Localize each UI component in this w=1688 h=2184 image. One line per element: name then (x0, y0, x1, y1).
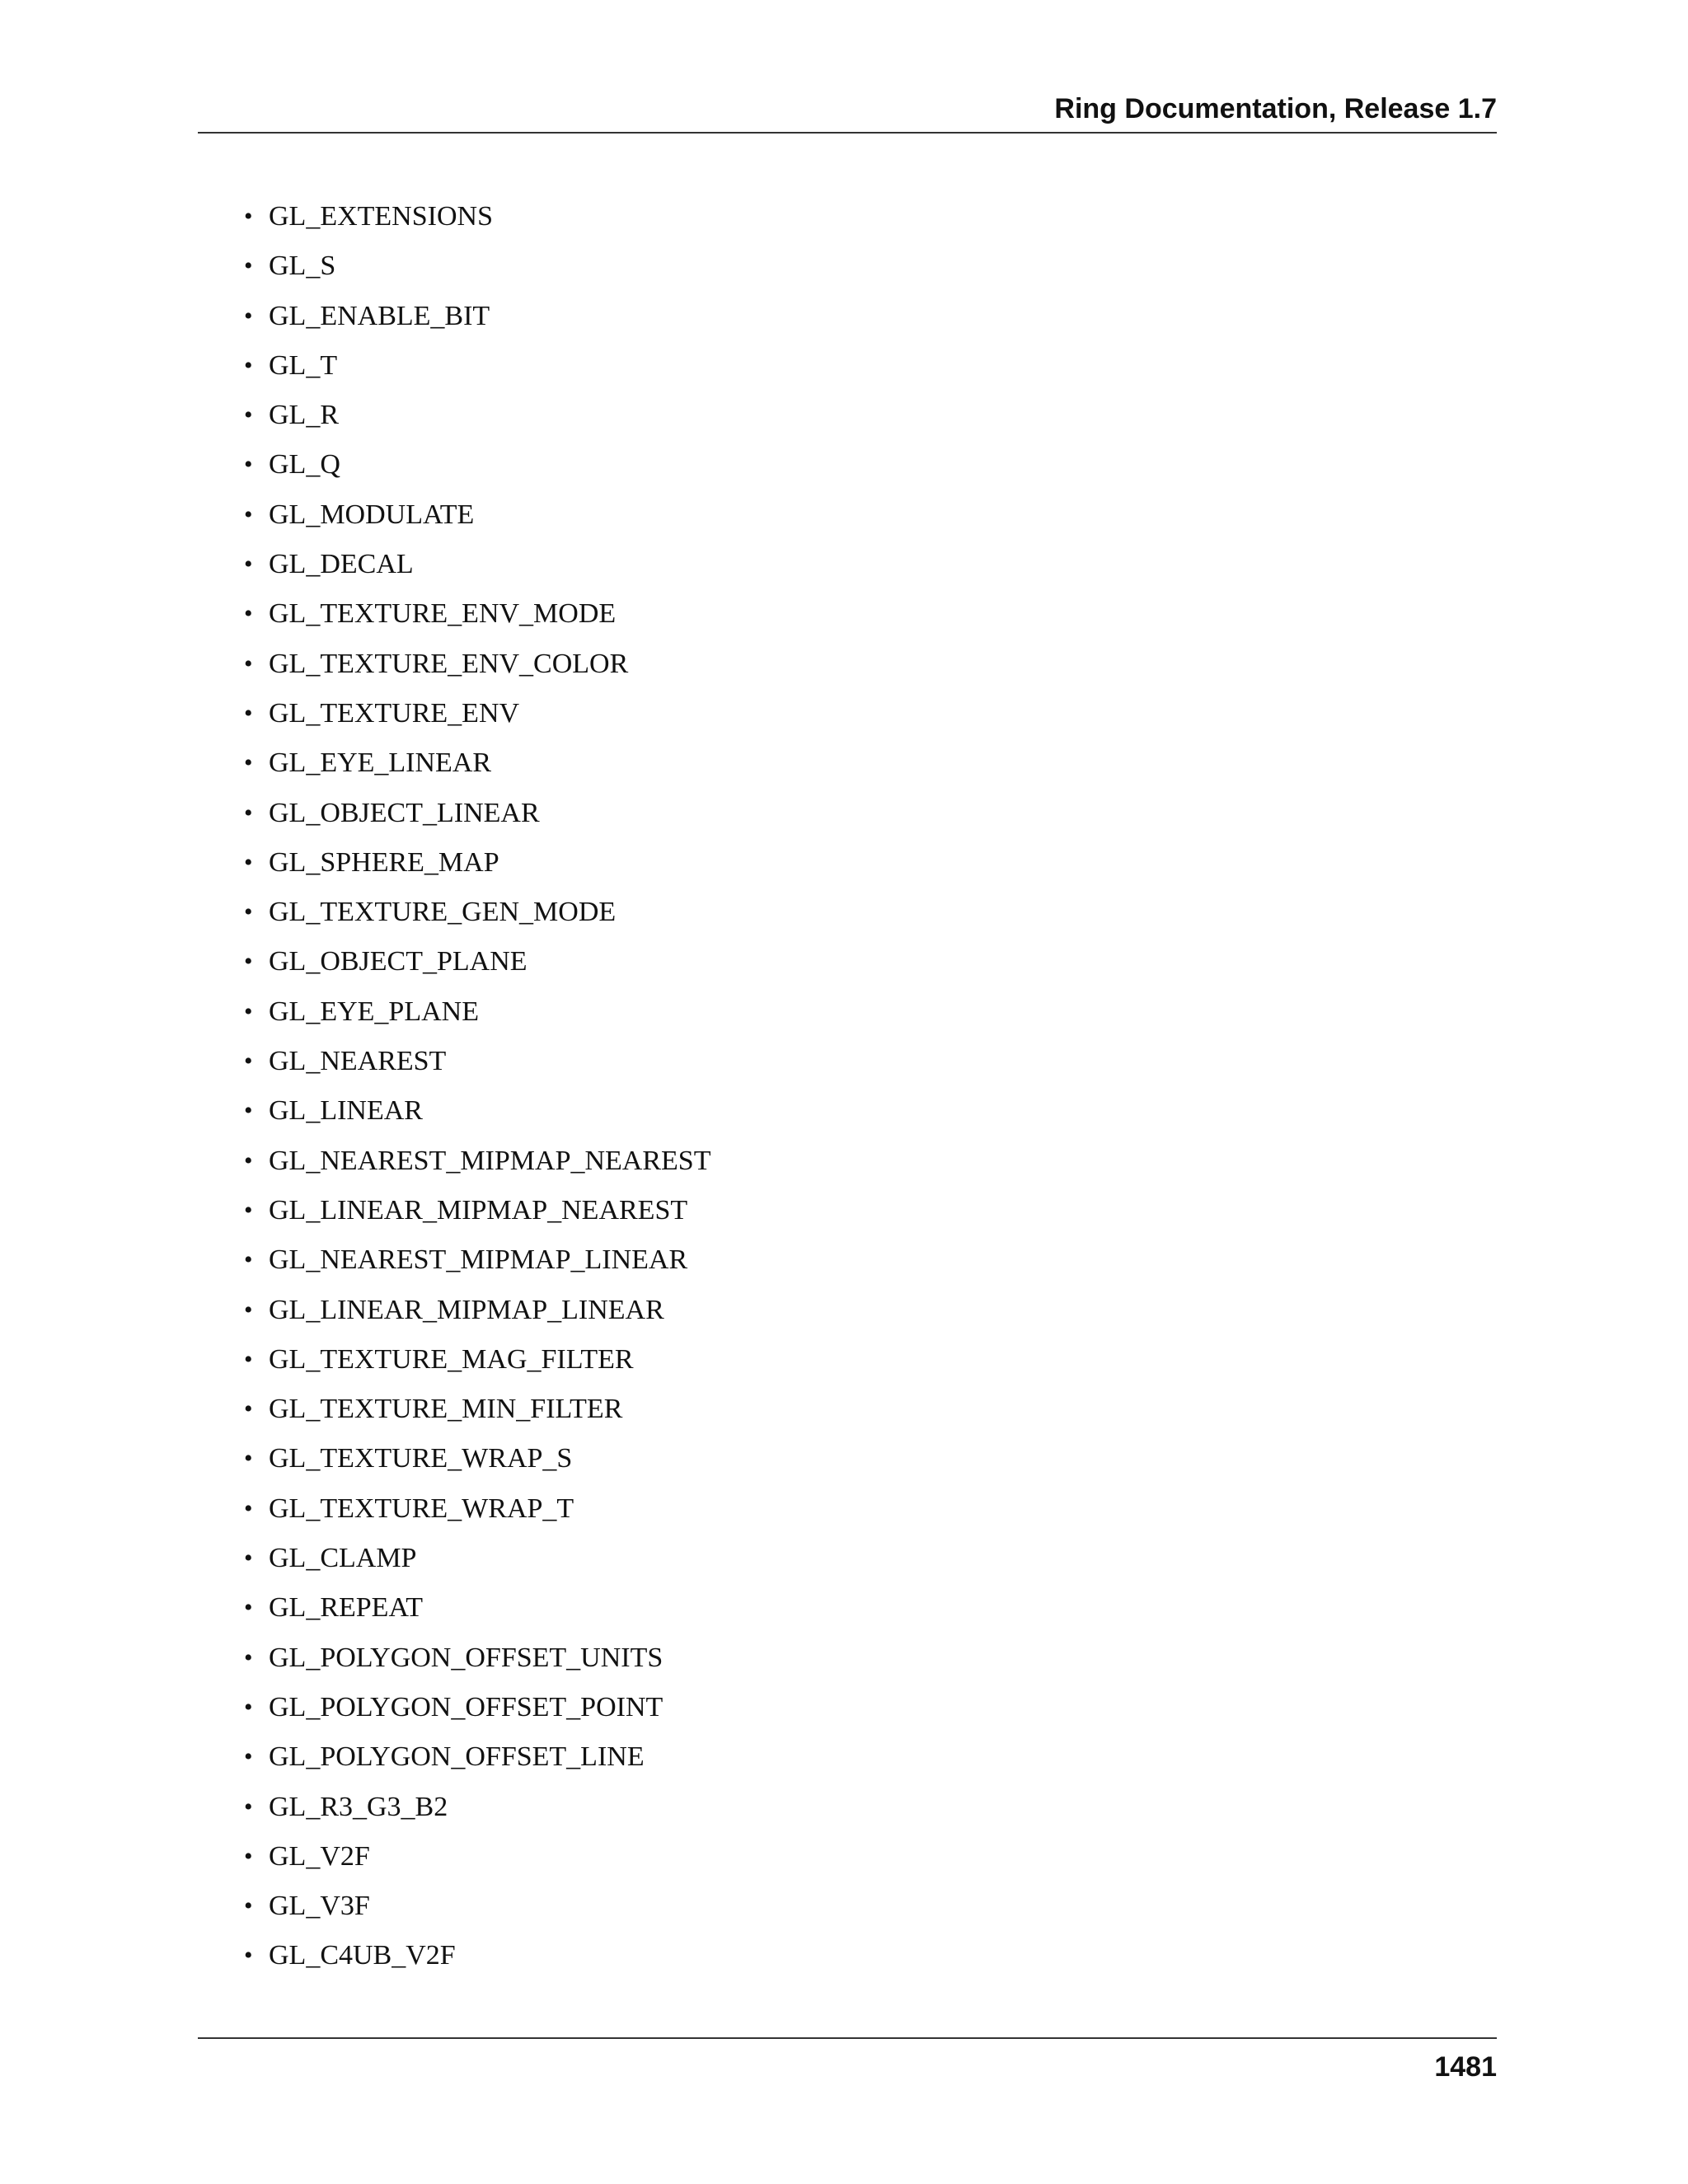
list-item (241, 1438, 710, 1488)
bullet-icon: • (244, 1296, 253, 1324)
bullet-icon: • (244, 948, 253, 976)
list-item (241, 544, 710, 593)
list-item (241, 494, 710, 544)
list-item-label: GL_S (269, 251, 336, 282)
list-item (241, 1488, 710, 1538)
list-item-label: GL_TEXTURE_GEN_MODE (269, 897, 617, 928)
list-item (241, 1638, 710, 1687)
list-item-label: GL_TEXTURE_MAG_FILTER (269, 1343, 634, 1375)
list-item-label: GL_POLYGON_OFFSET_POINT (269, 1691, 663, 1722)
bullet-icon: • (244, 1246, 253, 1274)
bullet-icon: • (244, 1942, 253, 1970)
list-item-label: GL_REPEAT (269, 1592, 423, 1624)
bullet-icon: • (244, 799, 253, 827)
bullet-icon: • (244, 1047, 253, 1076)
page-footer (198, 2037, 1497, 2088)
list-item-label: GL_T (269, 349, 338, 381)
list-item-label: GL_LINEAR (269, 1095, 423, 1127)
list-item (241, 693, 710, 743)
bullet-icon: • (244, 1544, 253, 1572)
list-item-label: GL_Q (269, 449, 340, 480)
bullet-icon: • (244, 1395, 253, 1423)
list-item-label: GL_SPHERE_MAP (269, 846, 499, 878)
bullet-icon: • (244, 351, 253, 379)
list-item-label: GL_NEAREST (269, 1046, 447, 1077)
bullet-icon: • (244, 1643, 253, 1671)
bullet-icon: • (244, 1097, 253, 1125)
list-item (241, 1389, 710, 1438)
list-item (241, 246, 710, 295)
list-item (241, 444, 710, 494)
list-item (241, 1339, 710, 1389)
bullet-icon: • (244, 1345, 253, 1373)
list-item-label: GL_TEXTURE_WRAP_T (269, 1493, 574, 1524)
list-item (241, 1041, 710, 1090)
list-item-label: GL_POLYGON_OFFSET_LINE (269, 1741, 645, 1773)
list-item (241, 793, 710, 842)
list-item (241, 1836, 710, 1886)
bullet-icon: • (244, 1743, 253, 1771)
page-number: 1481 (1434, 2051, 1497, 2083)
list-item-label: GL_NEAREST_MIPMAP_NEAREST (269, 1145, 711, 1176)
list-item (241, 1687, 710, 1736)
bullet-icon: • (244, 1892, 253, 1920)
list-item-label: GL_LINEAR_MIPMAP_LINEAR (269, 1294, 664, 1325)
bullet-icon: • (244, 1494, 253, 1522)
list-item-label: GL_LINEAR_MIPMAP_NEAREST (269, 1194, 688, 1226)
list-item (241, 1141, 710, 1190)
list-item-label: GL_MODULATE (269, 499, 475, 530)
bullet-icon: • (244, 302, 253, 330)
list-item (241, 743, 710, 792)
bullet-icon: • (244, 600, 253, 628)
bullet-icon: • (244, 749, 253, 777)
bullet-icon: • (244, 1196, 253, 1224)
list-item (241, 593, 710, 643)
list-item (241, 1090, 710, 1140)
bullet-icon: • (244, 997, 253, 1025)
bullet-icon: • (244, 1793, 253, 1821)
list-item-label: GL_EYE_PLANE (269, 996, 479, 1027)
bullet-icon: • (244, 1146, 253, 1174)
list-item-label: GL_ENABLE_BIT (269, 300, 490, 331)
list-item (241, 644, 710, 693)
list-item (241, 1886, 710, 1935)
list-item-label: GL_R (269, 400, 339, 431)
list-item (241, 842, 710, 892)
list-item-label: GL_TEXTURE_ENV_COLOR (269, 648, 629, 679)
document-title: Ring Documentation, Release 1.7 (1054, 93, 1497, 124)
list-item-label: GL_EXTENSIONS (269, 201, 493, 232)
list-item-label: GL_TEXTURE_MIN_FILTER (269, 1394, 623, 1425)
bullet-icon: • (244, 699, 253, 727)
list-item-label: GL_POLYGON_OFFSET_UNITS (269, 1642, 663, 1673)
bullet-icon: • (244, 551, 253, 579)
list-item-label: GL_V2F (269, 1840, 370, 1872)
list-item-label: GL_NEAREST_MIPMAP_LINEAR (269, 1244, 688, 1276)
list-item (241, 1538, 710, 1587)
list-item-label: GL_OBJECT_PLANE (269, 946, 528, 977)
bullet-icon: • (244, 848, 253, 876)
bullet-icon: • (244, 500, 253, 528)
bullet-icon: • (244, 401, 253, 429)
list-item-label: GL_TEXTURE_ENV (269, 697, 520, 729)
list-item (241, 296, 710, 345)
list-item (241, 196, 710, 246)
list-item (241, 1736, 710, 1786)
list-item (241, 1787, 710, 1836)
bullet-icon: • (244, 1445, 253, 1473)
list-item-label: GL_EYE_LINEAR (269, 748, 492, 779)
list-item-label: GL_OBJECT_LINEAR (269, 797, 540, 828)
list-item-label: GL_C4UB_V2F (269, 1940, 456, 1971)
list-item (241, 892, 710, 941)
list-item (241, 1935, 710, 1985)
list-item (241, 1190, 710, 1240)
bullet-icon: • (244, 1594, 253, 1622)
bullet-icon: • (244, 203, 253, 230)
bullet-icon: • (244, 1693, 253, 1721)
bullet-icon: • (244, 451, 253, 479)
list-item (241, 941, 710, 991)
constant-list (241, 196, 710, 1985)
list-item (241, 1587, 710, 1637)
list-item (241, 395, 710, 444)
list-item (241, 345, 710, 395)
page-header (198, 91, 1497, 134)
bullet-icon: • (244, 1842, 253, 1870)
list-item-label: GL_TEXTURE_ENV_MODE (269, 598, 617, 630)
list-item-label: GL_CLAMP (269, 1543, 417, 1574)
list-item-label: GL_R3_G3_B2 (269, 1791, 448, 1822)
list-item-label: GL_V3F (269, 1891, 370, 1922)
list-item-label: GL_DECAL (269, 549, 414, 580)
bullet-icon: • (244, 252, 253, 280)
list-item (241, 1290, 710, 1339)
list-item (241, 991, 710, 1041)
bullet-icon: • (244, 649, 253, 677)
bullet-icon: • (244, 898, 253, 926)
list-item (241, 1240, 710, 1289)
list-item-label: GL_TEXTURE_WRAP_S (269, 1443, 573, 1474)
